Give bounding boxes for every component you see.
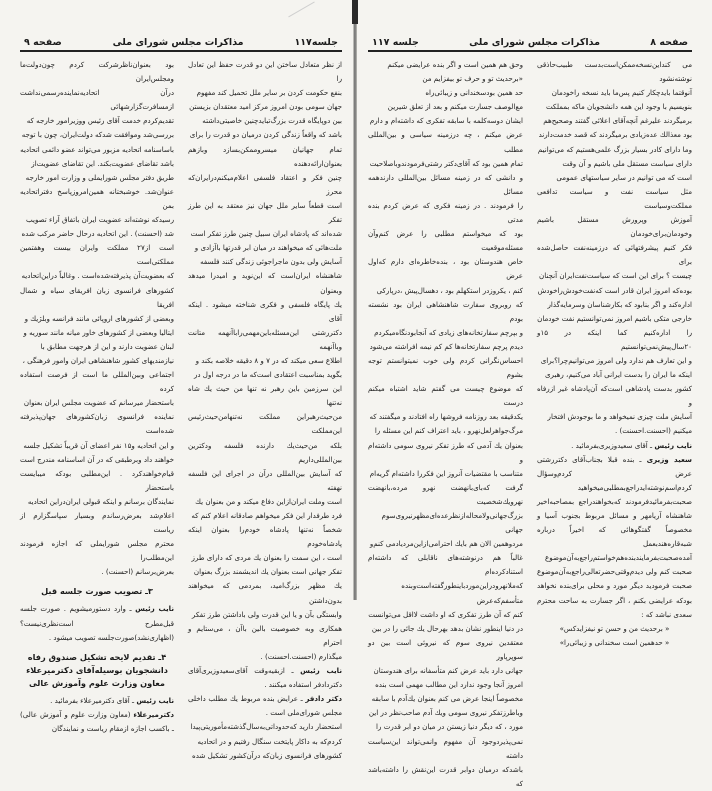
text-line: خاص هندوستان بود ، بنده‌خاطره‌ای دارم که‌اول عرض xyxy=(368,257,523,281)
text-line: متناسب با مقتضیات آنروز این فکررا داشته‌ام گریه‌ام xyxy=(369,468,523,478)
text-line: نیازمندیهای کشور شاهنشاهی ایران وامور فرهنگی ، xyxy=(22,355,174,365)
page-number: صفحه ۸ xyxy=(650,37,688,48)
page-8 xyxy=(356,0,712,788)
text-line: که موضوع چیست می گفتم شاید اشتباه میکنم درست xyxy=(368,384,523,408)
text-line: نماینده فرانسوی زبان‌کشورهای جهان‌پذیرفته شده‌است xyxy=(20,412,174,436)
text-line: را فرمودند . در زمینه فکری که عرض کردم بنده مدتی xyxy=(368,200,523,225)
text-line: اداره‌کند و اگر بنابود که بکارشناسان وسرمایه‌گذار xyxy=(547,299,692,309)
speech xyxy=(188,664,342,692)
text-line: خارجی متکی باشیم امروز نمی‌توانستیم نفت خودمان xyxy=(537,313,692,323)
text-line: تقدیم‌کردم خدمت آقای رئیس ووزیرامور خارجه که xyxy=(26,116,174,126)
text-line: بررسی‌شد وموافقت شدکه دولت‌ایران، چون با توجه xyxy=(21,130,174,140)
text-line: من‌حیث‌رهبراین مملکت نه‌تنهامن‌حیث‌رئیس این‌مملکت xyxy=(188,412,342,436)
text-line: بود معذالك عده‌زیادی برمیگردند که قصد خدمت‌دارند xyxy=(538,130,692,140)
speech-text: ـ آقای سعیدوزیری‌بفرمائید . xyxy=(571,440,655,450)
text-line: آنوقتما بایدچکار کنیم پس‌ما باید نسخه راخودمان xyxy=(551,88,692,98)
text-line: محترم مجلس شورایملی که اجازه فرمودند این‌مطلب‌را xyxy=(20,539,174,563)
text-line: غالباً هم درنوشته‌های ناقابلی که داشته‌ام استنادکرده‌ام xyxy=(368,553,523,577)
text-line: ایتالیا وبعضی از کشورهای خاور میانه مانند سوریه و xyxy=(23,327,174,337)
text-line: رسیدکه نوشته‌اند عضویت ایران باتفاق آراء تصویب xyxy=(26,215,174,225)
text-line: امروز آنجا وجود ندارد این مطالب مهمی است بنده xyxy=(375,680,523,690)
column-right xyxy=(537,58,692,791)
text-line: مردوهمین الان هم بایك احترامی‌ازاین‌مردیادمی کنم‌و xyxy=(369,539,523,549)
page-header xyxy=(20,34,342,52)
text-line: بوده‌که امروز ایران قادر است که‌نفت‌خودش‌راخودش xyxy=(537,285,692,295)
text-line: باستحضار میرسانم که عضویت مجلس ایران بعنوان xyxy=(23,398,174,408)
speech-text: ـ بنده قبلا بجناب‌آقای دکتررشتی عرض کردم‌وسؤال کردم‌اسم‌نوشته‌اید‌راجع‌بمطلبی‌میخواهید صحبت‌بفرمائید‌فرمودند که‌بخواهند‌راجع بمصاحبه‌اخیر شاهنشاه آریامهر و مسائل مربوط بجنوب آسیا و مخصوصاً گفتگوهائی که اخیراً درباره شبه‌قاره‌هند‌بعمل آمده‌صحبت‌بفرمایند‌بنده‌هم‌خواستم‌راجع‌به‌آن‌موضوع صحبت کنم ولی دیدم‌وقتی‌حضرتعالی‌راجع‌به‌آن‌موضوع صحبت فرمودید دیگر مورد و محلی برای‌بنده نخواهد بودکه عرایضی بکنم ، اگر جسارت به ساحت محترم سعدی نباشد که : xyxy=(537,454,692,619)
text-line: گرفت که‌بای‌بانهضت نهرو مرده،بانهضت نهرویك‌شخصیت xyxy=(368,482,523,506)
speaker-name: نایب رئیس xyxy=(300,666,343,676)
text-line: دارای سیاست مستقل ملی باشیم و آن وقت xyxy=(562,158,692,168)
text-line: وما دارای کادر بسیار بزرگ علمی‌هستیم که می‌توانیم xyxy=(537,144,692,154)
text-line: که روبروی سفارت شاهنشاهی ایران بود نشسته بودم xyxy=(368,299,523,323)
text-line: است ، این سمت را بعنوان یك مردی که دارای طرز xyxy=(191,553,342,563)
text-line: نمی‌پذیرد‌وجود آن مفهوم وانمی‌تواند این‌سیاست داشته xyxy=(368,736,523,760)
speech xyxy=(537,439,692,453)
text-line: بلکه من‌حیث‌یك دارنده فلسفه ودکترین بین‌المللی‌داریم xyxy=(188,440,342,464)
text-line: این سرزمین باین رهبر نه تنها من حیث یك شاه نه‌تنها xyxy=(188,384,342,408)
poem-verse xyxy=(537,622,692,650)
text-line: وحق هم همین است و اگر بنده عرایضی میکنم xyxy=(387,60,523,69)
text-line: تفکر جهانی است بعنوان یك اندیشمند بزرگ بعنوان xyxy=(193,567,342,577)
speech xyxy=(20,708,174,736)
text-line: آموزش وپرورش مستقل باشیم وخودمان‌برای‌خودمان xyxy=(537,215,692,239)
binding-shadow xyxy=(352,0,358,24)
text-line: آسایش ولی بدون ماجراجوئی زندگی کنند فلسفه xyxy=(200,257,342,267)
text-line: عرض میکنم ، چه درزمینه سیاسی و بین‌المللی مطلب xyxy=(368,130,523,154)
text-line: است قطعاً سایر ملل جهان نیز معتقد به این طرز تفکر xyxy=(188,200,342,225)
text-line: وابستگی بآن و یا این قدرت ولی باداشتن طرز تفکر xyxy=(191,609,342,619)
text-line: « حدهمین است سخندانی و زیبائی‌را» xyxy=(559,638,670,647)
text-line: مع‌الوصف جسارت میکنم و بعد از تعلق شیرین xyxy=(387,102,523,112)
text-line: بنویسیم با وجود این همه دانشجویان ماکه بمملکت xyxy=(545,102,692,112)
text-line: است از۲۷ مملکت وایران بیست وهفتمین مملکتی‌است xyxy=(20,243,174,267)
text-line: فرد طرفدار این فکر میخواهم صادقانه اعلام کنم که xyxy=(191,511,342,520)
speaker-name: دکترمیرعلاء xyxy=(133,709,174,719)
text-line: یك پایگاه فلسفی و فکری شناخته میشود . اینکه آقای xyxy=(188,299,342,323)
text-line: احساس‌نگرانی کردم ولی خوب نمیتوانستم توجه بشوم xyxy=(368,355,523,380)
text-line: «برحدیث تو و حرف تو بیفزایم من xyxy=(422,74,523,84)
paragraph xyxy=(368,58,523,791)
text-line: آسایش ملت چیزی نمیخواهد و ما بوجودش افتخار xyxy=(547,412,692,422)
text-line: دیدم پرچم سفارتخانه‌ها کم کم نیمه افراشته می‌شود xyxy=(369,341,523,351)
text-line: اعلام‌شد بعرض‌رساندم وبسیار سپاسگزارم از ریاست xyxy=(20,511,174,535)
running-title: مذاکرات مجلس شورای ملی xyxy=(469,37,601,48)
section-heading: ۴ـ تقدیم لایحه تشکیل صندوق رفاه دانشجویان بوسیله‌آقای دکترمیرعلاء معاون وزارت علوم وآموزش عالی xyxy=(26,651,168,688)
text-line: تمام همین بود که آقای‌دکتر رشتی‌فرمودندو‌باصلاحیت xyxy=(369,158,523,168)
speaker-name: نایب رئیس xyxy=(136,695,174,705)
text-line: خواهند داد وبرطبقی که در آن اساسنامه مندرج است xyxy=(20,454,174,464)
speaker-name: سعید وزیری xyxy=(646,454,693,464)
text-line: طریق دفتر مجلس شورایملی و وزارت امور خارجه xyxy=(25,172,174,182)
text-line: مورد ، که دیگر دنیا زیستن در میان دو ابر قدرت را xyxy=(376,722,523,732)
text-line: کشورهای فرانسوی زبان‌که درآن‌کشور تشکیل شده xyxy=(192,750,342,760)
text-line: است که می توانیم در سایر سیاستهای عمومی xyxy=(556,172,692,182)
page-number: صفحه ۹ xyxy=(24,37,62,48)
text-line: یکدقیقه بعد روزنامه فروشها راه افتادند و میگفتند که xyxy=(369,412,523,422)
text-line: که بعضویت‌آن پذیرفته‌شده‌است . وغالباً دراین‌اتحادیه xyxy=(21,271,174,281)
book-gutter xyxy=(353,0,357,600)
text-columns xyxy=(20,58,342,763)
text-line: مرگ‌جواهرلعل‌نهرو ، باید اعتراف کنم این مسئله را xyxy=(374,426,523,436)
speech-text: ـ وارد دستورمیشویم . صورت جلسه قبل‌مطرح است‌نظری‌نیست؟ (اظهاری‌نشد)صورت‌جلسه تصویب میشود . xyxy=(20,604,174,642)
speech-text: ـ ازبقیه‌وقت آقای‌سعیدوزیری‌آقای دکتردادفر استفاده میکنند . xyxy=(188,666,342,690)
page-header xyxy=(368,34,692,52)
text-line: بزرگ‌جهانی‌ولامحاله‌ازنظرعده‌ای‌مظهرنیروی‌سوم جهانی xyxy=(381,511,523,535)
text-line: حد همین بودسخندانی و زیبائی‌راه xyxy=(425,88,523,98)
text-line: مخصوصاً اینجا عرض می کنم بعنوان یك‌آدم با سابقه xyxy=(371,694,523,704)
text-line: مثل سیاست نفت و سیاست تدافعی مملکت‌وسیاست xyxy=(537,186,692,210)
text-line: « برحدیث من و حسن تو نیفزاید‌کس» xyxy=(559,624,670,633)
text-line: باشد که واقعاً زندگی کردن درمیان دو قدرت را برای xyxy=(189,130,342,140)
text-line: و بپرچم سفارتخانه‌های زیادی که آنجابودنگاه‌میکردم xyxy=(374,327,523,337)
text-line: می کنداین‌نسخه‌ممکن‌است‌بدست طبیب‌حاذقی نوشته‌نشود xyxy=(537,60,692,84)
page-9 xyxy=(0,0,356,760)
text-line: بگوید بمناسبت اعتقادی است‌که ما در درجه اول در xyxy=(193,370,342,380)
text-line: و دانشی که در زمینه مسائل بین‌المللی دارندهمه مسائل xyxy=(368,172,523,196)
speech xyxy=(20,602,174,644)
speech xyxy=(537,453,692,622)
paragraph xyxy=(537,58,692,439)
text-line: دکتررشتی این‌مسئله‌باین‌مهمی‌راباآنهمه متانت وباآنهمه xyxy=(188,327,342,351)
session-label: جلسه ۱۱۷ xyxy=(372,37,419,48)
text-line: میکنیم (احسنت.احسنت) . xyxy=(615,426,692,436)
speech xyxy=(188,692,342,720)
text-line: بعنوان یك آدمی که طرز تفکر نیروی سومی داشته‌ام و xyxy=(368,440,523,464)
text-line: استحضار دارید که‌حدود‌اتی‌به‌سال‌گذشته‌مأموریتی‌پیدا xyxy=(190,722,342,732)
text-line: و این تعارف هم ندارد ولی امروز می‌توانیم‌چرا؟برای xyxy=(540,355,692,365)
text-line: درآن اتحادیه‌نماینده‌رسمی‌نداشت ازمسافرت‌گزارشهائی xyxy=(20,88,174,112)
speaker-name: نایب رئیس xyxy=(135,604,175,614)
text-line: تمام جهانیان میسروممکن‌بسازد وبازهم بعنوان‌ارائه‌دهنده xyxy=(188,144,342,168)
text-line: همکاری وبه خصوصیت بالین باآن ، می‌ستایم و احترام xyxy=(188,623,342,647)
text-line: وباطرزتفکر نیروی سومی ویك آدم صاحب‌نظر در این xyxy=(368,708,523,718)
text-line: که‌ملانهرودراین‌موردباینطورگفته‌است‌وبنده متأسفم‌که‌عرض xyxy=(401,581,523,605)
column-left xyxy=(20,58,174,763)
text-line: نمایندگان برسانم و اینکه قبولی ایران‌دراین اتحادیه xyxy=(27,496,174,506)
column-left xyxy=(368,58,523,791)
text-line: برمیگردند علیرغم آنچه‌آقای اعلائی گفتند وصحیح‌هم xyxy=(543,116,692,126)
text-line: لبنان عضویت دارند و این از هرجهت مطابق با xyxy=(40,341,174,351)
speech-text: ـ عرایض بنده مربوط یك مطلب داخلی مجلس شورای‌ملی است . xyxy=(188,694,342,718)
text-line: اینکه ما ایران را بدست ایرانی آباد می‌کنیم، رهبری xyxy=(545,370,692,380)
paragraph xyxy=(188,720,342,762)
text-line: ایشان دوسه‌کلمه با سابقه تفکری که داشته‌ام و دارم xyxy=(369,116,523,126)
text-line: فکر کنیم پیشرفتهائی که درزمینه‌نفت حاصل‌شده برای xyxy=(537,243,692,267)
text-line: باساسنامه اتحادیه مزبور می‌تواند عضو دائمی اتحادیه xyxy=(20,144,174,154)
text-line: بین دوپایگاه قدرت بزرگ‌تباید‌چنین خاصیتی‌داشته xyxy=(202,116,342,126)
text-line: کشور بدست پادشاهی است‌که آن‌پادشاه غیر ازرفاه و xyxy=(537,384,692,408)
text-line: اجتماعی وبین‌المللی ما است از فرصت استفاده کرده xyxy=(20,370,174,394)
text-line: است وملت ایران‌ازاین دفاع میکند و من بعنوان یك xyxy=(195,496,342,506)
speech xyxy=(20,694,174,708)
text-line: باشدکه درمیان دوابر قدرت این‌نقش را داشته‌باشد که xyxy=(368,764,523,788)
text-line: کردم‌که به داکار پایتخت سنگال رفتیم و در اتحادیه xyxy=(197,736,342,746)
text-line: که آسایش بین‌المللی درآن در اجرای این فلسفه نهفته xyxy=(188,468,342,492)
paragraph xyxy=(20,58,174,579)
text-line: چنین فکر و اعتقاد فلسفی اعلام‌میکنم‌درایران‌که محرز xyxy=(188,172,342,196)
text-line: باشد تقاضای عضویت‌بکند. این تقاضای عضویت‌از xyxy=(31,158,174,168)
section-heading: ۳ـ تصویب صورت جلسه قبل xyxy=(41,586,153,597)
text-line: یك مظهر بزرگ‌امید، بمردمی که میخواهند بدون‌داشتن xyxy=(188,581,342,605)
text-line: جهانی دارد باید عرض کنم متأسفانه برای هندوستان xyxy=(373,666,523,676)
text-line: میگذارم (احسنت.احسنت) . xyxy=(260,651,342,661)
text-line: را اداره‌کنیم کما اینکه در ۱۵و ۲۰سال‌پیش‌نمی‌توانستیم xyxy=(537,327,692,351)
text-line: ملت‌هائی که میخواهند در میان ابر قدرتها باآزادی و xyxy=(194,243,342,253)
speaker-name: نایب رئیس xyxy=(654,440,692,450)
speaker-name: دکتر دادفر xyxy=(305,694,342,704)
speech-text: (معاون وزارت علوم و آموزش عالی) ـ باکسب اجازه ازمقام ریاست و نمایندگان xyxy=(20,709,174,733)
text-line: در دنیا اینطور نشان بدهد بهرحال یك جائی را در بین xyxy=(371,623,523,633)
text-line: و این اتحادیه و۱۵ نفر اعضای آن قریباً تشکیل جلسه xyxy=(23,440,174,450)
text-line: بود بعنوان‌ناظرشرکت کردم چون‌دولت‌ما ومجلس‌ایران xyxy=(20,60,174,84)
text-line: عنوان‌شد. خوشبختانه همین‌امروز‌پاسخ دفتراتحادیه بمن xyxy=(20,186,174,210)
text-line: قیام‌خواهندکرد . این‌مطلبی بودکه میبایست باستحضار xyxy=(20,468,174,492)
text-line: شده‌اند که پادشاه ایران سبیل چنین طرز تفکر است xyxy=(190,229,342,239)
text-line: کنم که آن طرز تفکری که او داشت لااقل می‌توانست xyxy=(368,609,523,619)
text-line: شخصاً نه‌تنها پادشاه خودم‌را بعنوان اینکه پادشاه‌خودم xyxy=(188,525,342,549)
session-label: جلسه۱۱۷ xyxy=(294,37,338,48)
text-columns xyxy=(368,58,692,791)
text-line: شاهنشاه ایران‌است که این‌نوید و امیدرا میدهد وبعنوان xyxy=(188,271,342,295)
text-line: بنفع حکومت کردن بر سایر ملل تحمیل کند مفهوم xyxy=(196,88,342,98)
text-line: کشورهای فرانسوی زبان افریقای سیاه و شمال افریقا xyxy=(20,285,174,309)
paragraph xyxy=(188,58,342,664)
column-right xyxy=(188,58,342,763)
text-line: شد (احسنت) . این اتحادیه درحال حاضر مرکب شده xyxy=(21,229,174,239)
text-line: چیست ؟ برای این است که سیاست‌نفت‌ایران آنچنان xyxy=(539,271,692,281)
text-line: بود که میخواستم مطلبی را عرض کنم‌و‌آن مسئله‌موقعیت xyxy=(368,229,523,253)
text-line: معتقدین نیروی سوم که نیروئی است بین دو سوپرپاور xyxy=(368,637,523,661)
text-line: اطلاع سعی میکند که در ۷ و ۸ دقیقه خلاصه بکند و xyxy=(195,355,342,365)
text-line: از نظر متعادل ساختن این دو قدرت حفظ این تعادل را xyxy=(188,60,342,84)
text-line: بعرض‌برسانم (احسنت) . xyxy=(101,567,174,577)
text-line: وبعضی از کشورهای اروپائی مانند فرانسه وبلژیك و xyxy=(24,313,174,323)
speech-text: ـ آقای دکترمیرعلاء بفرمائید . xyxy=(50,695,137,705)
text-line: جهان سومی بودن امروز مرکز امید معتقدان بزیستن xyxy=(189,102,342,112)
text-line: کنم ، یکروزدر استکهلم بود ، دهسال‌پیش ،درپارکی xyxy=(376,285,523,295)
running-title: مذاکرات مجلس شورای ملی xyxy=(112,37,244,48)
